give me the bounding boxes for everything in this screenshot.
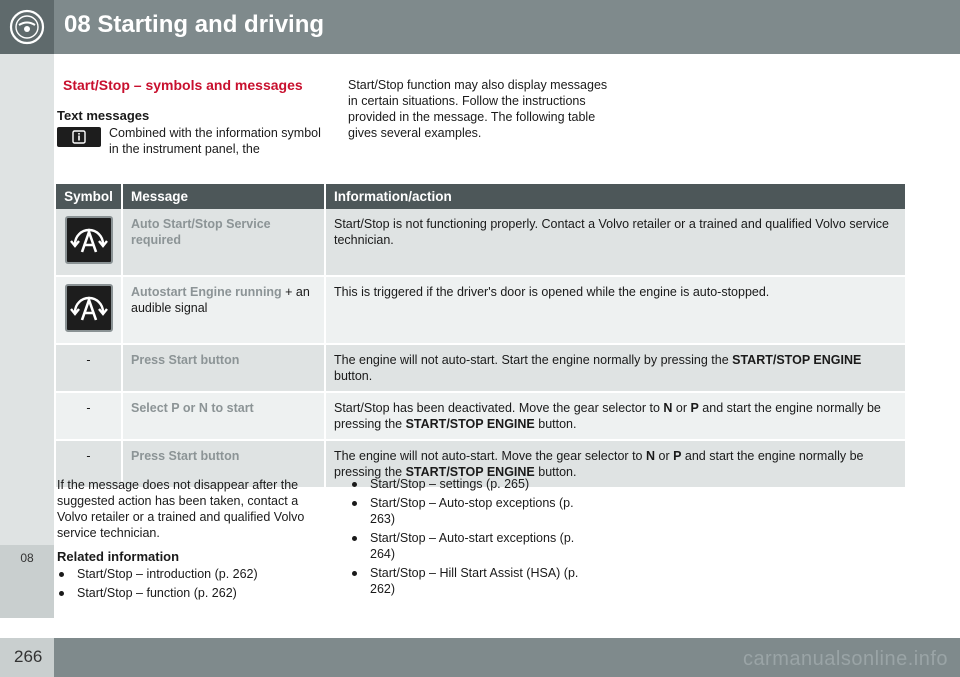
- information-symbol-icon: [57, 127, 101, 147]
- info-emphasis: START/STOP ENGINE: [405, 465, 535, 479]
- table-row: [56, 276, 905, 344]
- symbol-cell: [56, 209, 122, 276]
- message-text: Autostart Engine running: [131, 285, 282, 299]
- message-text: Auto Start/Stop Service required: [131, 217, 271, 247]
- table-row: [56, 209, 905, 276]
- auto-start-stop-icon: [65, 216, 113, 264]
- message-suffix: + an audible signal: [131, 285, 310, 315]
- page-number: 266: [14, 647, 43, 666]
- message-cell: [122, 209, 325, 276]
- subheading-text-messages: Text messages: [57, 108, 150, 123]
- symbol-cell: -: [56, 344, 122, 392]
- related-information-heading: Related information: [57, 549, 180, 564]
- info-cell: [325, 276, 905, 344]
- related-link[interactable]: Start/Stop – introduction (p. 262): [57, 566, 322, 582]
- info-text: button.: [534, 465, 577, 479]
- column-header-message: Message: [122, 184, 325, 209]
- watermark-text: carmanualsonline.info: [742, 648, 948, 670]
- message-text: Select P or N to start: [131, 401, 254, 415]
- info-emphasis: P: [673, 449, 682, 463]
- messages-table: [56, 184, 905, 489]
- info-text: button.: [534, 417, 577, 431]
- info-emphasis: P: [690, 401, 699, 415]
- info-text: or: [672, 401, 691, 415]
- info-cell: [325, 344, 905, 392]
- auto-start-stop-icon: [65, 284, 113, 332]
- bottom-paragraph: If the message does not disappear after the suggested action has been taken, contact a Volvo retailer or a trained and qualified Volvo service technician.: [57, 478, 305, 540]
- chapter-number: 08: [20, 551, 34, 565]
- info-text: Start/Stop is not functioning properly. Contact a Volvo retailer or a trained and qualified Volvo service technician.: [334, 217, 889, 247]
- related-link[interactable]: Start/Stop – settings (p. 265): [350, 476, 580, 492]
- info-text: The engine will not auto-start. Start the engine normally by pressing the: [334, 353, 733, 367]
- info-text: Start/Stop has been deactivated. Move the gear selector to: [334, 401, 664, 415]
- info-emphasis: START/STOP ENGINE: [405, 417, 535, 431]
- related-links-left: [57, 566, 322, 604]
- info-emphasis: START/STOP ENGINE: [732, 353, 862, 367]
- intro-paragraph-part-1: Combined with the information symbol in the instrument panel, the: [109, 126, 321, 156]
- info-cell: [325, 392, 905, 440]
- table-row: [56, 344, 905, 392]
- info-text: button.: [334, 369, 373, 383]
- related-links-right: [350, 476, 580, 600]
- symbol-cell: -: [56, 392, 122, 440]
- info-text: and start the engine normally be pressing the: [334, 401, 881, 431]
- message-cell: [122, 344, 325, 392]
- related-link[interactable]: Start/Stop – Auto-stop exceptions (p. 263): [350, 495, 580, 527]
- info-cell: [325, 209, 905, 276]
- symbol-cell: -: [56, 440, 122, 488]
- info-text: or: [655, 449, 674, 463]
- intro-paragraph-part-2: Start/Stop function may also display messages in certain situations. Follow the instructions provided in the message. The following table gives several examples.: [348, 78, 608, 140]
- column-header-information: Information/action: [325, 184, 905, 209]
- message-cell: [122, 392, 325, 440]
- chapter-sidebar: [0, 54, 54, 618]
- info-text: and start the engine normally be pressing the: [334, 449, 864, 479]
- page-footer: [0, 638, 960, 677]
- page-header: [0, 0, 960, 54]
- page-title: 08 Starting and driving: [64, 11, 325, 38]
- related-link[interactable]: Start/Stop – Auto-start exceptions (p. 264): [350, 530, 580, 562]
- column-header-symbol: Symbol: [56, 184, 122, 209]
- section-title: Start/Stop – symbols and messages: [63, 77, 303, 93]
- volvo-logo: [0, 0, 54, 54]
- steering-wheel-icon: [8, 7, 46, 47]
- message-text: Press Start button: [131, 449, 240, 463]
- symbol-cell: [56, 276, 122, 344]
- info-emphasis: N: [645, 449, 656, 463]
- table-row: [56, 392, 905, 440]
- info-text: This is triggered if the driver's door is opened while the engine is auto-stopped.: [334, 285, 770, 299]
- related-link[interactable]: Start/Stop – function (p. 262): [57, 585, 322, 601]
- info-emphasis: N: [663, 401, 673, 415]
- table-header-row: [56, 184, 905, 209]
- message-text: Press Start button: [131, 353, 240, 367]
- info-text: The engine will not auto-start. Move the gear selector to: [334, 449, 646, 463]
- related-link[interactable]: Start/Stop – Hill Start Assist (HSA) (p. 262): [350, 565, 580, 597]
- page-number-box: [0, 638, 54, 677]
- message-cell: [122, 276, 325, 344]
